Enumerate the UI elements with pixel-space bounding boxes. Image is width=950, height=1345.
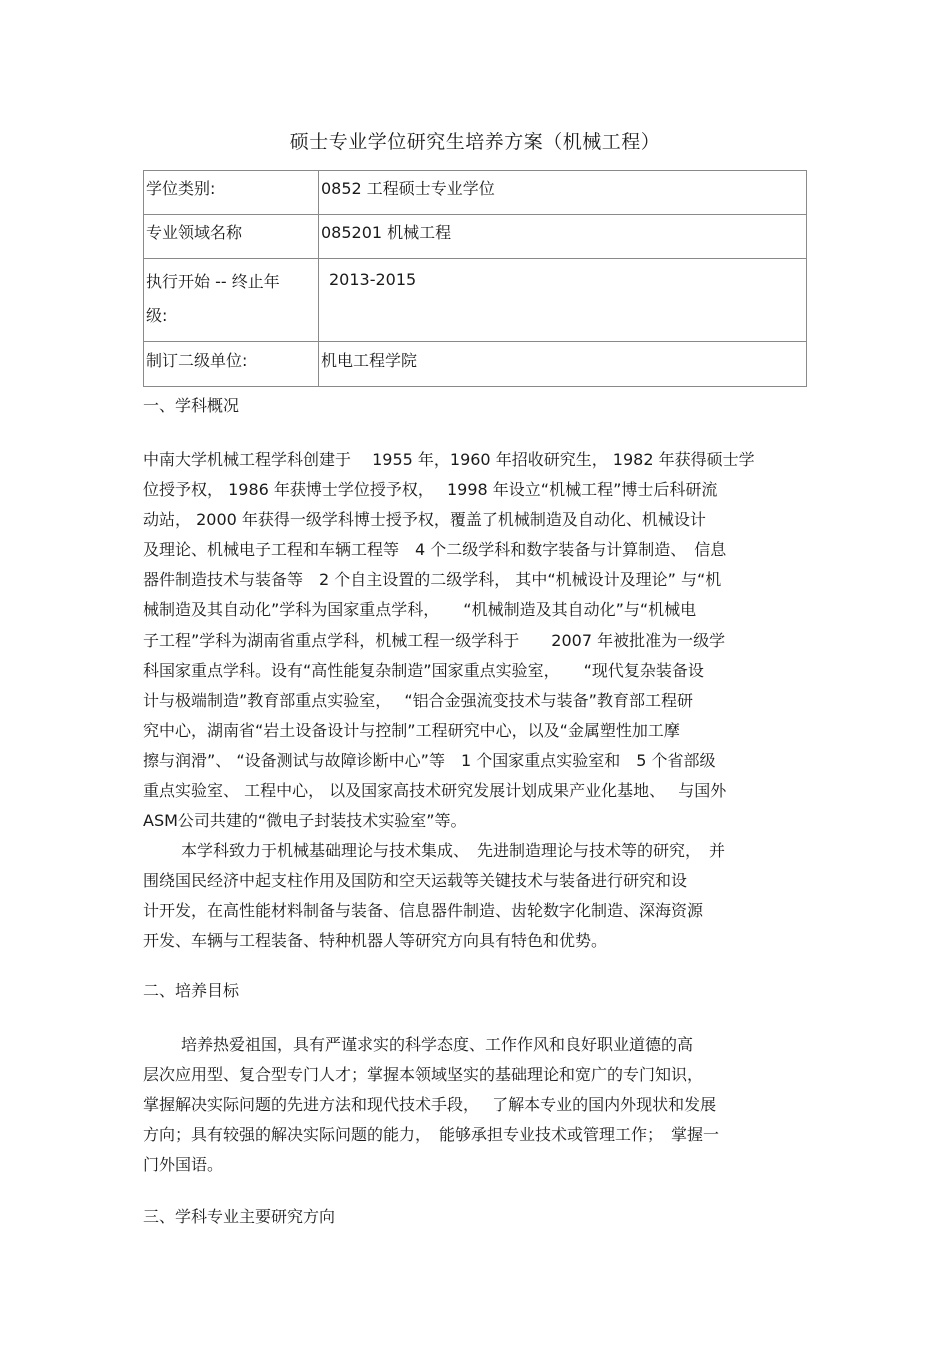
text-line: 子工程”学科为湖南省重点学科，机械工程一级学科于 2007 年被批准为一级学 bbox=[143, 630, 726, 650]
degree-type-label: 学位类别: bbox=[144, 171, 319, 215]
section-heading-overview: 一、学科概况 bbox=[143, 396, 240, 415]
overview-paragraph-1 bbox=[143, 445, 807, 836]
execution-period-value: 2013-2015 bbox=[319, 259, 807, 342]
text-line: 掌握解决实际问题的先进方法和现代技术手段， 了解本专业的国内外现状和发展 bbox=[143, 1095, 717, 1115]
text-line: 围绕国民经济中起支柱作用及国防和空天运载等关键技术与装备进行研究和设 bbox=[143, 871, 688, 891]
text-line: 位授予权， 1986 年获博士学位授予权， 1998 年设立“机械工程”博士后科研流 bbox=[143, 480, 718, 500]
text-line: 究中心，湖南省“岩土设备设计与控制”工程研究中心，以及“金属塑性加工摩 bbox=[143, 720, 680, 740]
text-line: 中南大学机械工程学科创建于 1955 年，1960 年招收研究生， 1982 年获得硕士学 bbox=[143, 450, 755, 469]
text-line: 科国家重点学科。设有“高性能复杂制造”国家重点实验室， “现代复杂装备设 bbox=[143, 660, 704, 680]
execution-period-label-line-1: 执行开始 -- 终止年 bbox=[146, 272, 280, 291]
text-line: 计与极端制造”教育部重点实验室， “铝合金强流变技术与装备”教育部工程研 bbox=[143, 690, 693, 710]
department-label: 制订二级单位: bbox=[144, 342, 319, 387]
table-row bbox=[144, 171, 807, 215]
text-line: 门外国语。 bbox=[143, 1155, 224, 1175]
text-line: 开发、车辆与工程装备、特种机器人等研究方向具有特色和优势。 bbox=[143, 931, 608, 951]
execution-period-label-line-2: 级: bbox=[146, 306, 168, 325]
document-title: 硕士专业学位研究生培养方案（机械工程） bbox=[289, 131, 661, 153]
section-heading-research-directions: 三、学科专业主要研究方向 bbox=[143, 1207, 336, 1226]
text-line: 计开发，在高性能材料制备与装备、信息器件制造、齿轮数字化制造、深海资源 bbox=[143, 901, 704, 921]
text-line: 方向；具有较强的解决实际问题的能力， 能够承担专业技术或管理工作； 掌握一 bbox=[143, 1125, 720, 1145]
text-line: 本学科致力于机械基础理论与技术集成、 先进制造理论与技术等的研究， 并 bbox=[181, 841, 726, 860]
table-row bbox=[144, 215, 807, 259]
field-name-value: 085201 机械工程 bbox=[319, 215, 807, 259]
text-line: 及理论、机械电子工程和车辆工程等 4 个二级学科和数字装备与计算制造、 信息 bbox=[143, 540, 727, 560]
text-line: 擦与润滑”、 “设备测试与故障诊断中心”等 1 个国家重点实验室和 5 个省部级 bbox=[143, 750, 716, 770]
section-heading-objectives: 二、培养目标 bbox=[143, 981, 240, 1000]
table-row bbox=[144, 342, 807, 387]
text-line: 动站， 2000 年获得一级学科博士授予权，覆盖了机械制造及自动化、机械设计 bbox=[143, 510, 706, 530]
objectives-paragraph bbox=[143, 1030, 807, 1180]
degree-type-value: 0852 工程硕士专业学位 bbox=[319, 171, 807, 215]
program-info-table bbox=[143, 170, 807, 387]
department-value: 机电工程学院 bbox=[319, 342, 807, 387]
table-row bbox=[144, 259, 807, 342]
text-line: 重点实验室、 工程中心， 以及国家高技术研究发展计划成果产业化基地、 与国外 bbox=[143, 781, 727, 801]
text-line: ASM公司共建的“微电子封装技术实验室”等。 bbox=[143, 811, 467, 831]
text-line: 器件制造技术与装备等 2 个自主设置的二级学科， 其中“机械设计及理论” 与“机 bbox=[143, 570, 722, 590]
text-line: 械制造及其自动化”学科为国家重点学科， “机械制造及其自动化”与“机械电 bbox=[143, 600, 697, 620]
execution-period-label bbox=[144, 259, 319, 342]
text-line: 培养热爱祖国，具有严谨求实的科学态度、工作作风和良好职业道德的高 bbox=[181, 1035, 694, 1054]
text-line: 层次应用型、复合型专门人才；掌握本领域坚实的基础理论和宽广的专门知识， bbox=[143, 1065, 704, 1085]
overview-paragraph-2 bbox=[143, 836, 807, 956]
field-name-label: 专业领域名称 bbox=[144, 215, 319, 259]
